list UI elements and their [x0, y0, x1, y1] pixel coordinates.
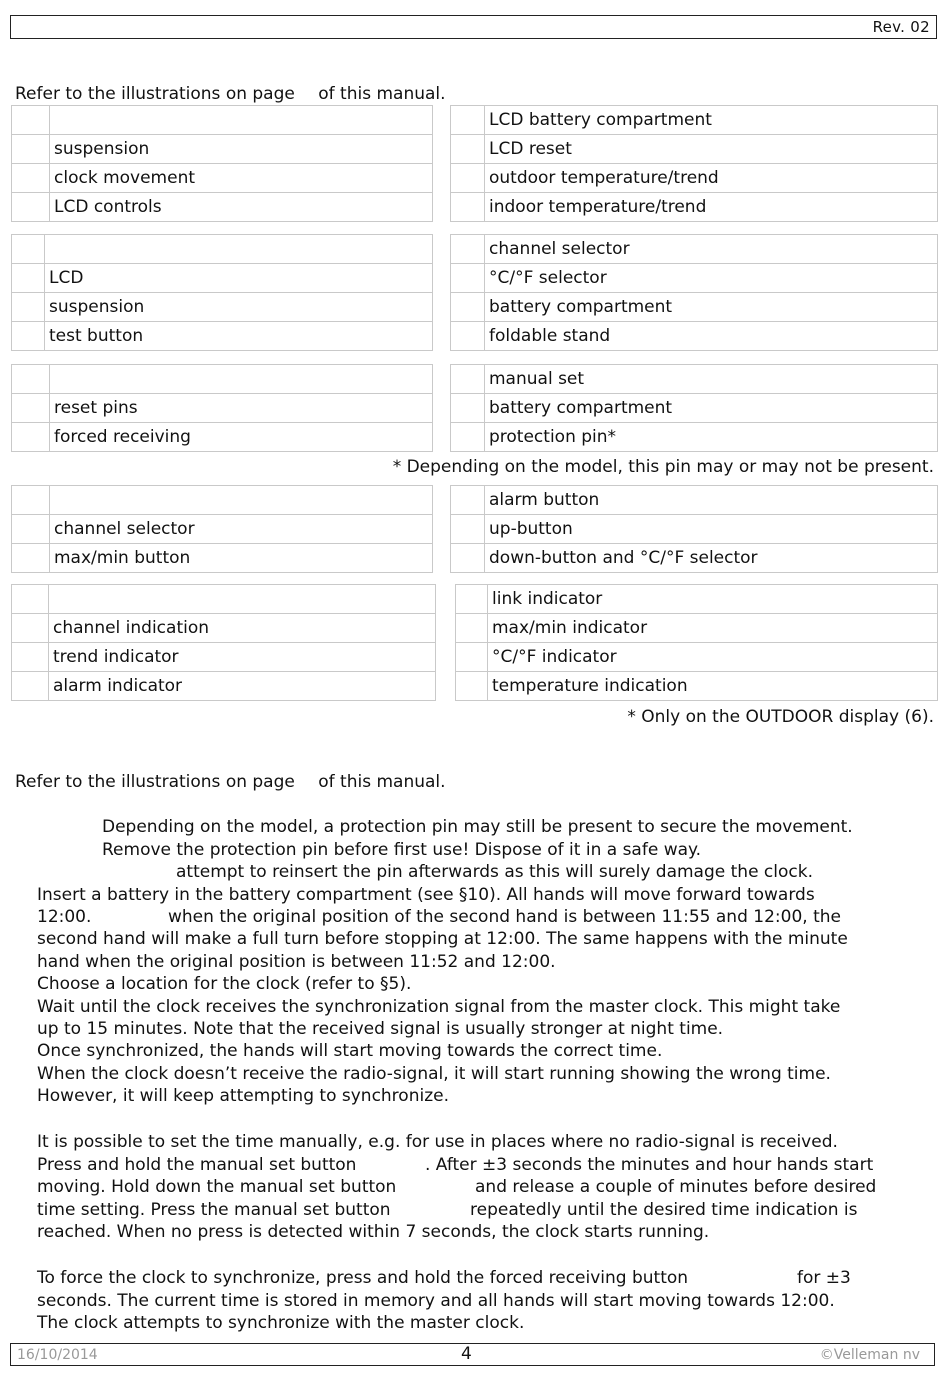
footer-copyright: ©Velleman nv	[819, 1347, 920, 1363]
intro-line-2	[15, 771, 446, 793]
body-line: The clock attempts to synchronize with the master clock.	[37, 1313, 525, 1333]
pin-note: * Depending on the model, this pin may or may not be present.	[392, 457, 934, 477]
cell: link indicator	[488, 585, 938, 614]
parts-table-2-left	[11, 234, 433, 351]
cell: alarm button	[485, 486, 938, 515]
cell: trend indicator	[49, 643, 436, 672]
intro-line-1	[15, 83, 446, 105]
body-line: 12:00.	[37, 907, 92, 927]
parts-table-2-right	[450, 234, 938, 351]
footer-bar	[10, 1343, 935, 1366]
body-line: Wait until the clock receives the synchronization signal from the master clock. This might take	[37, 997, 841, 1017]
body-line: attempt to reinsert the pin afterwards as this will surely damage the clock.	[176, 862, 814, 882]
cell: foldable stand	[485, 322, 938, 351]
body-line: moving. Hold down the manual set button	[37, 1177, 397, 1197]
body-line: and release a couple of minutes before desired	[475, 1177, 877, 1197]
cell: channel indication	[49, 614, 436, 643]
cell: max/min indicator	[488, 614, 938, 643]
cell: channel selector	[485, 235, 938, 264]
cell: °C/°F indicator	[488, 643, 938, 672]
parts-table-3-right	[450, 364, 938, 452]
body-line: It is possible to set the time manually, e.g. for use in places where no radio-signal is received.	[37, 1132, 838, 1152]
footer-date: 16/10/2014	[17, 1347, 98, 1363]
cell: clock movement	[50, 164, 433, 193]
cell: battery compartment	[485, 293, 938, 322]
parts-table-5-left	[11, 584, 436, 701]
body-line: Depending on the model, a protection pin may still be present to secure the movement.	[102, 817, 853, 837]
body-line: Press and hold the manual set button	[37, 1155, 357, 1175]
body-line: second hand will make a full turn before stopping at 12:00. The same happens with the minute	[37, 929, 848, 949]
revision-label: Rev. 02	[872, 18, 930, 36]
intro-text: Refer to the illustrations on page	[15, 84, 295, 104]
body-line: . After ±3 seconds the minutes and hour hands start	[425, 1155, 874, 1175]
cell: °C/°F selector	[485, 264, 938, 293]
cell: test button	[45, 322, 433, 351]
body-line: when the original position of the second hand is between 11:55 and 12:00, the	[168, 907, 841, 927]
cell: LCD	[45, 264, 433, 293]
body-line: Insert a battery in the battery compartment (see §10). All hands will move forward towards	[37, 885, 815, 905]
parts-table-1-left	[11, 105, 433, 222]
cell	[49, 585, 436, 614]
body-line: repeatedly until the desired time indication is	[470, 1200, 858, 1220]
body-line: hand when the original position is between 11:52 and 12:00.	[37, 952, 556, 972]
intro-suffix: of this manual.	[318, 772, 446, 792]
cell: suspension	[45, 293, 433, 322]
body-line: Choose a location for the clock (refer to §5).	[37, 974, 412, 994]
cell: LCD reset	[485, 135, 938, 164]
cell	[50, 486, 433, 515]
body-line: seconds. The current time is stored in memory and all hands will start moving towards 12:00.	[37, 1291, 835, 1311]
cell: reset pins	[50, 394, 433, 423]
parts-table-5-right	[455, 584, 938, 701]
cell	[50, 365, 433, 394]
header-bar	[10, 15, 937, 39]
body-line: Remove the protection pin before first use! Dispose of it in a safe way.	[102, 840, 702, 860]
cell: outdoor temperature/trend	[485, 164, 938, 193]
cell: max/min button	[50, 544, 433, 573]
cell	[45, 235, 433, 264]
cell: LCD battery compartment	[485, 106, 938, 135]
body-line: up to 15 minutes. Note that the received signal is usually stronger at night time.	[37, 1019, 724, 1039]
body-line: time setting. Press the manual set button	[37, 1200, 391, 1220]
body-line: To force the clock to synchronize, press and hold the forced receiving button	[37, 1268, 689, 1288]
cell: manual set	[485, 365, 938, 394]
cell	[50, 106, 433, 135]
cell: channel selector	[50, 515, 433, 544]
body-line: for ±3	[797, 1268, 851, 1288]
parts-table-3-left	[11, 364, 433, 452]
body-line: Once synchronized, the hands will start moving towards the correct time.	[37, 1041, 663, 1061]
cell: indoor temperature/trend	[485, 193, 938, 222]
body-line: However, it will keep attempting to synchronize.	[37, 1086, 449, 1106]
cell: down-button and °C/°F selector	[485, 544, 938, 573]
parts-table-1-right	[450, 105, 938, 222]
cell: suspension	[50, 135, 433, 164]
body-line: When the clock doesn’t receive the radio-signal, it will start running showing the wrong time.	[37, 1064, 831, 1084]
footer-page-number: 4	[461, 1344, 472, 1364]
cell: battery compartment	[485, 394, 938, 423]
intro-suffix: of this manual.	[318, 84, 446, 104]
cell: LCD controls	[50, 193, 433, 222]
cell: temperature indication	[488, 672, 938, 701]
body-line: reached. When no press is detected within 7 seconds, the clock starts running.	[37, 1222, 710, 1242]
cell: forced receiving	[50, 423, 433, 452]
cell: alarm indicator	[49, 672, 436, 701]
cell: protection pin*	[485, 423, 938, 452]
outdoor-note: * Only on the OUTDOOR display (6).	[627, 707, 934, 727]
parts-table-4-right	[450, 485, 938, 573]
intro-text: Refer to the illustrations on page	[15, 772, 295, 792]
cell: up-button	[485, 515, 938, 544]
parts-table-4-left	[11, 485, 433, 573]
